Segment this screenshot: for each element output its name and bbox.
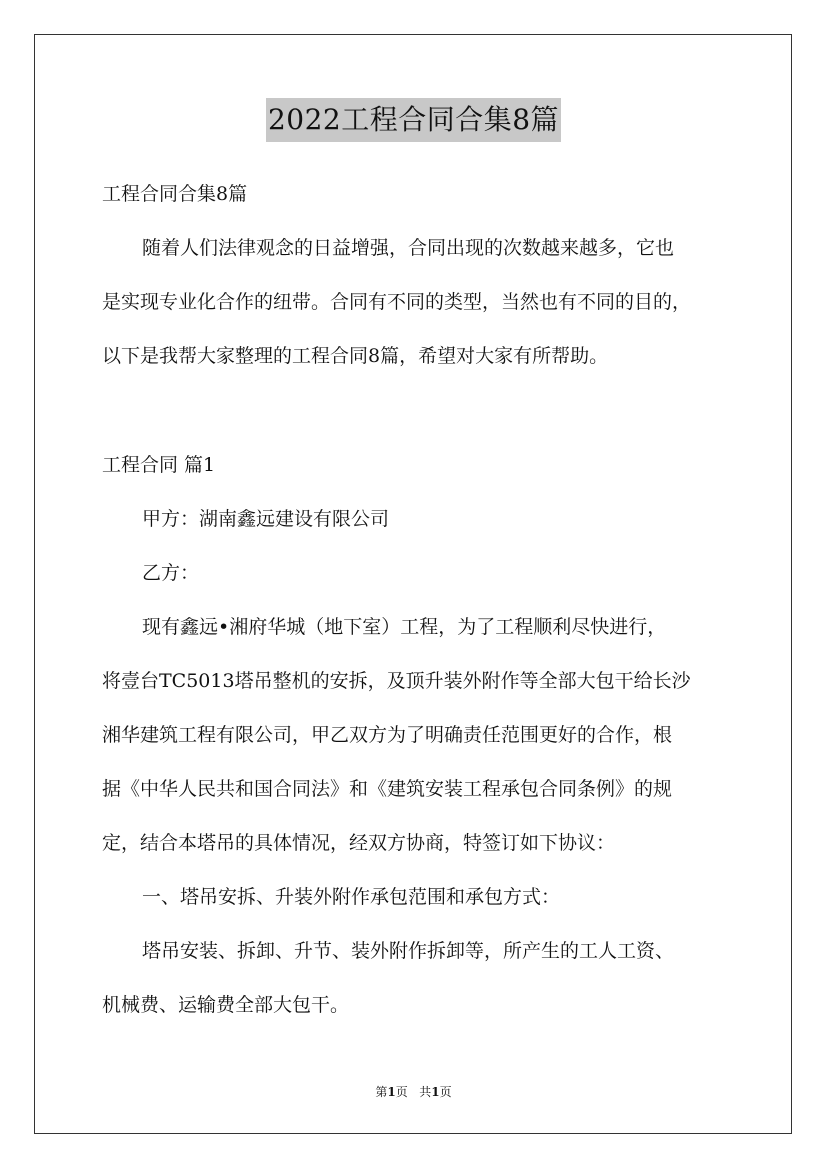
party-b: 乙方： — [142, 562, 200, 584]
footer-prefix: 第 — [375, 1085, 388, 1099]
subtitle: 工程合同合集8篇 — [102, 183, 248, 205]
body-line: 现有鑫远•湘府华城（地下室）工程，为了工程顺利尽快进行， — [142, 616, 667, 638]
intro-line: 是实现专业化合作的纽带。合同有不同的类型，当然也有不同的目的， — [102, 291, 692, 313]
footer-total-pages: 1 — [431, 1085, 440, 1099]
body-line: 定，结合本塔吊的具体情况，经双方协商，特签订如下协议： — [102, 832, 616, 854]
clause-body-line: 塔吊安装、拆卸、升节、装外附作拆卸等，所产生的工人工资、 — [142, 940, 675, 962]
page-footer — [0, 1084, 827, 1100]
body-line: 据《中华人民共和国合同法》和《建筑安装工程承包合同条例》的规 — [102, 778, 673, 800]
title-wrap — [0, 98, 827, 142]
footer-middle: 页 共 — [395, 1085, 432, 1099]
body-line: 湘华建筑工程有限公司，甲乙双方为了明确责任范围更好的合作，根 — [102, 724, 673, 746]
clause-heading: 一、塔吊安拆、升装外附作承包范围和承包方式： — [142, 886, 561, 908]
clause-body-line: 机械费、运输费全部大包干。 — [102, 994, 350, 1016]
party-a: 甲方：湖南鑫远建设有限公司 — [142, 508, 390, 530]
footer-page-number: 1 — [387, 1085, 396, 1099]
document-title: 2022工程合同合集8篇 — [266, 98, 561, 142]
footer-suffix: 页 — [439, 1085, 452, 1099]
intro-line: 随着人们法律观念的日益增强，合同出现的次数越来越多，它也 — [142, 237, 675, 259]
section-heading: 工程合同 篇1 — [102, 454, 216, 476]
body-line: 将壹台TC5013塔吊整机的安拆，及顶升装外附作等全部大包干给长沙 — [102, 670, 691, 692]
intro-line: 以下是我帮大家整理的工程合同8篇，希望对大家有所帮助。 — [102, 345, 609, 367]
